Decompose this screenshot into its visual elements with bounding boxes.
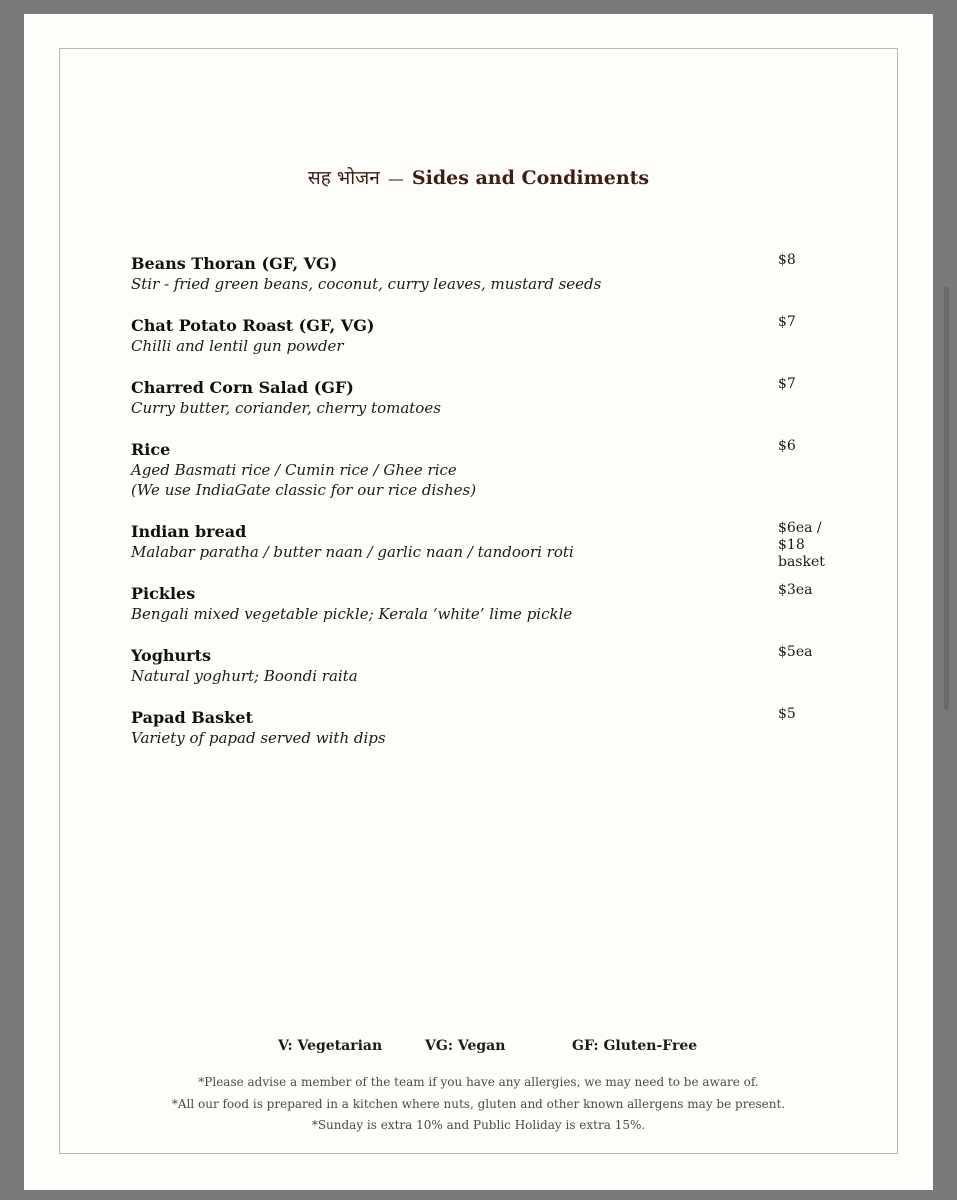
item-name: Indian bread [131, 522, 247, 541]
menu-item-indian-bread [131, 520, 871, 570]
legend-vegetarian: V: Vegetarian [278, 1038, 383, 1054]
title-hindi: सह भोजन [307, 167, 380, 189]
item-name: Yoghurts [131, 646, 211, 665]
menu-item-beans-thoran [131, 254, 871, 294]
item-name: Charred Corn Salad (GF) [131, 378, 354, 397]
item-description: Stir - fried green beans, coconut, curry leaves, mustard seeds [131, 275, 602, 293]
item-description: Aged Basmati rice / Cumin rice / Ghee rice (We use IndiaGate classic for our rice dishes) [131, 461, 477, 499]
item-description: Chilli and lentil gun powder [131, 337, 344, 355]
item-name: Papad Basket [131, 708, 253, 727]
item-price: $5ea [778, 644, 813, 660]
legend-vegan: VG: Vegan [425, 1038, 506, 1054]
menu-item-rice [131, 440, 871, 500]
item-price: $3ea [778, 582, 813, 598]
menu-item-chat-potato-roast [131, 316, 871, 356]
legend-gluten-free: GF: Gluten-Free [572, 1038, 698, 1054]
title-english: Sides and Condiments [411, 167, 650, 189]
item-price: $8 [778, 252, 796, 268]
item-name: Beans Thoran (GF, VG) [131, 254, 338, 273]
item-price: $7 [778, 314, 796, 330]
item-name: Rice [131, 440, 171, 459]
menu-item-charred-corn-salad [131, 378, 871, 418]
menu-item-yoghurts [131, 646, 871, 686]
item-name: Pickles [131, 584, 196, 603]
kitchen-note: *All our food is prepared in a kitchen where nuts, gluten and other known allergens may be present. [171, 1097, 786, 1111]
allergy-note: *Please advise a member of the team if you have any allergies, we may need to be aware of. [198, 1075, 759, 1089]
item-description: Malabar paratha / butter naan / garlic naan / tandoori roti [131, 543, 574, 561]
item-description: Bengali mixed vegetable pickle; Kerala ‘white’ lime pickle [131, 605, 573, 623]
item-price: $6ea / $18 basket [778, 520, 825, 570]
vertical-scrollbar[interactable] [944, 286, 949, 710]
item-price: $6 [778, 438, 796, 454]
menu-item-papad-basket [131, 708, 871, 748]
item-description: Curry butter, coriander, cherry tomatoes [131, 399, 441, 417]
item-name: Chat Potato Roast (GF, VG) [131, 316, 375, 335]
page-title [24, 164, 933, 193]
title-dash: — [387, 169, 404, 188]
menu-page [24, 14, 933, 1190]
item-price: $5 [778, 706, 796, 722]
item-price: $7 [778, 376, 796, 392]
surcharge-note: *Sunday is extra 10% and Public Holiday is extra 15%. [311, 1118, 646, 1132]
menu-item-pickles [131, 584, 871, 624]
item-description: Natural yoghurt; Boondi raita [131, 667, 358, 685]
item-description: Variety of papad served with dips [131, 729, 386, 747]
